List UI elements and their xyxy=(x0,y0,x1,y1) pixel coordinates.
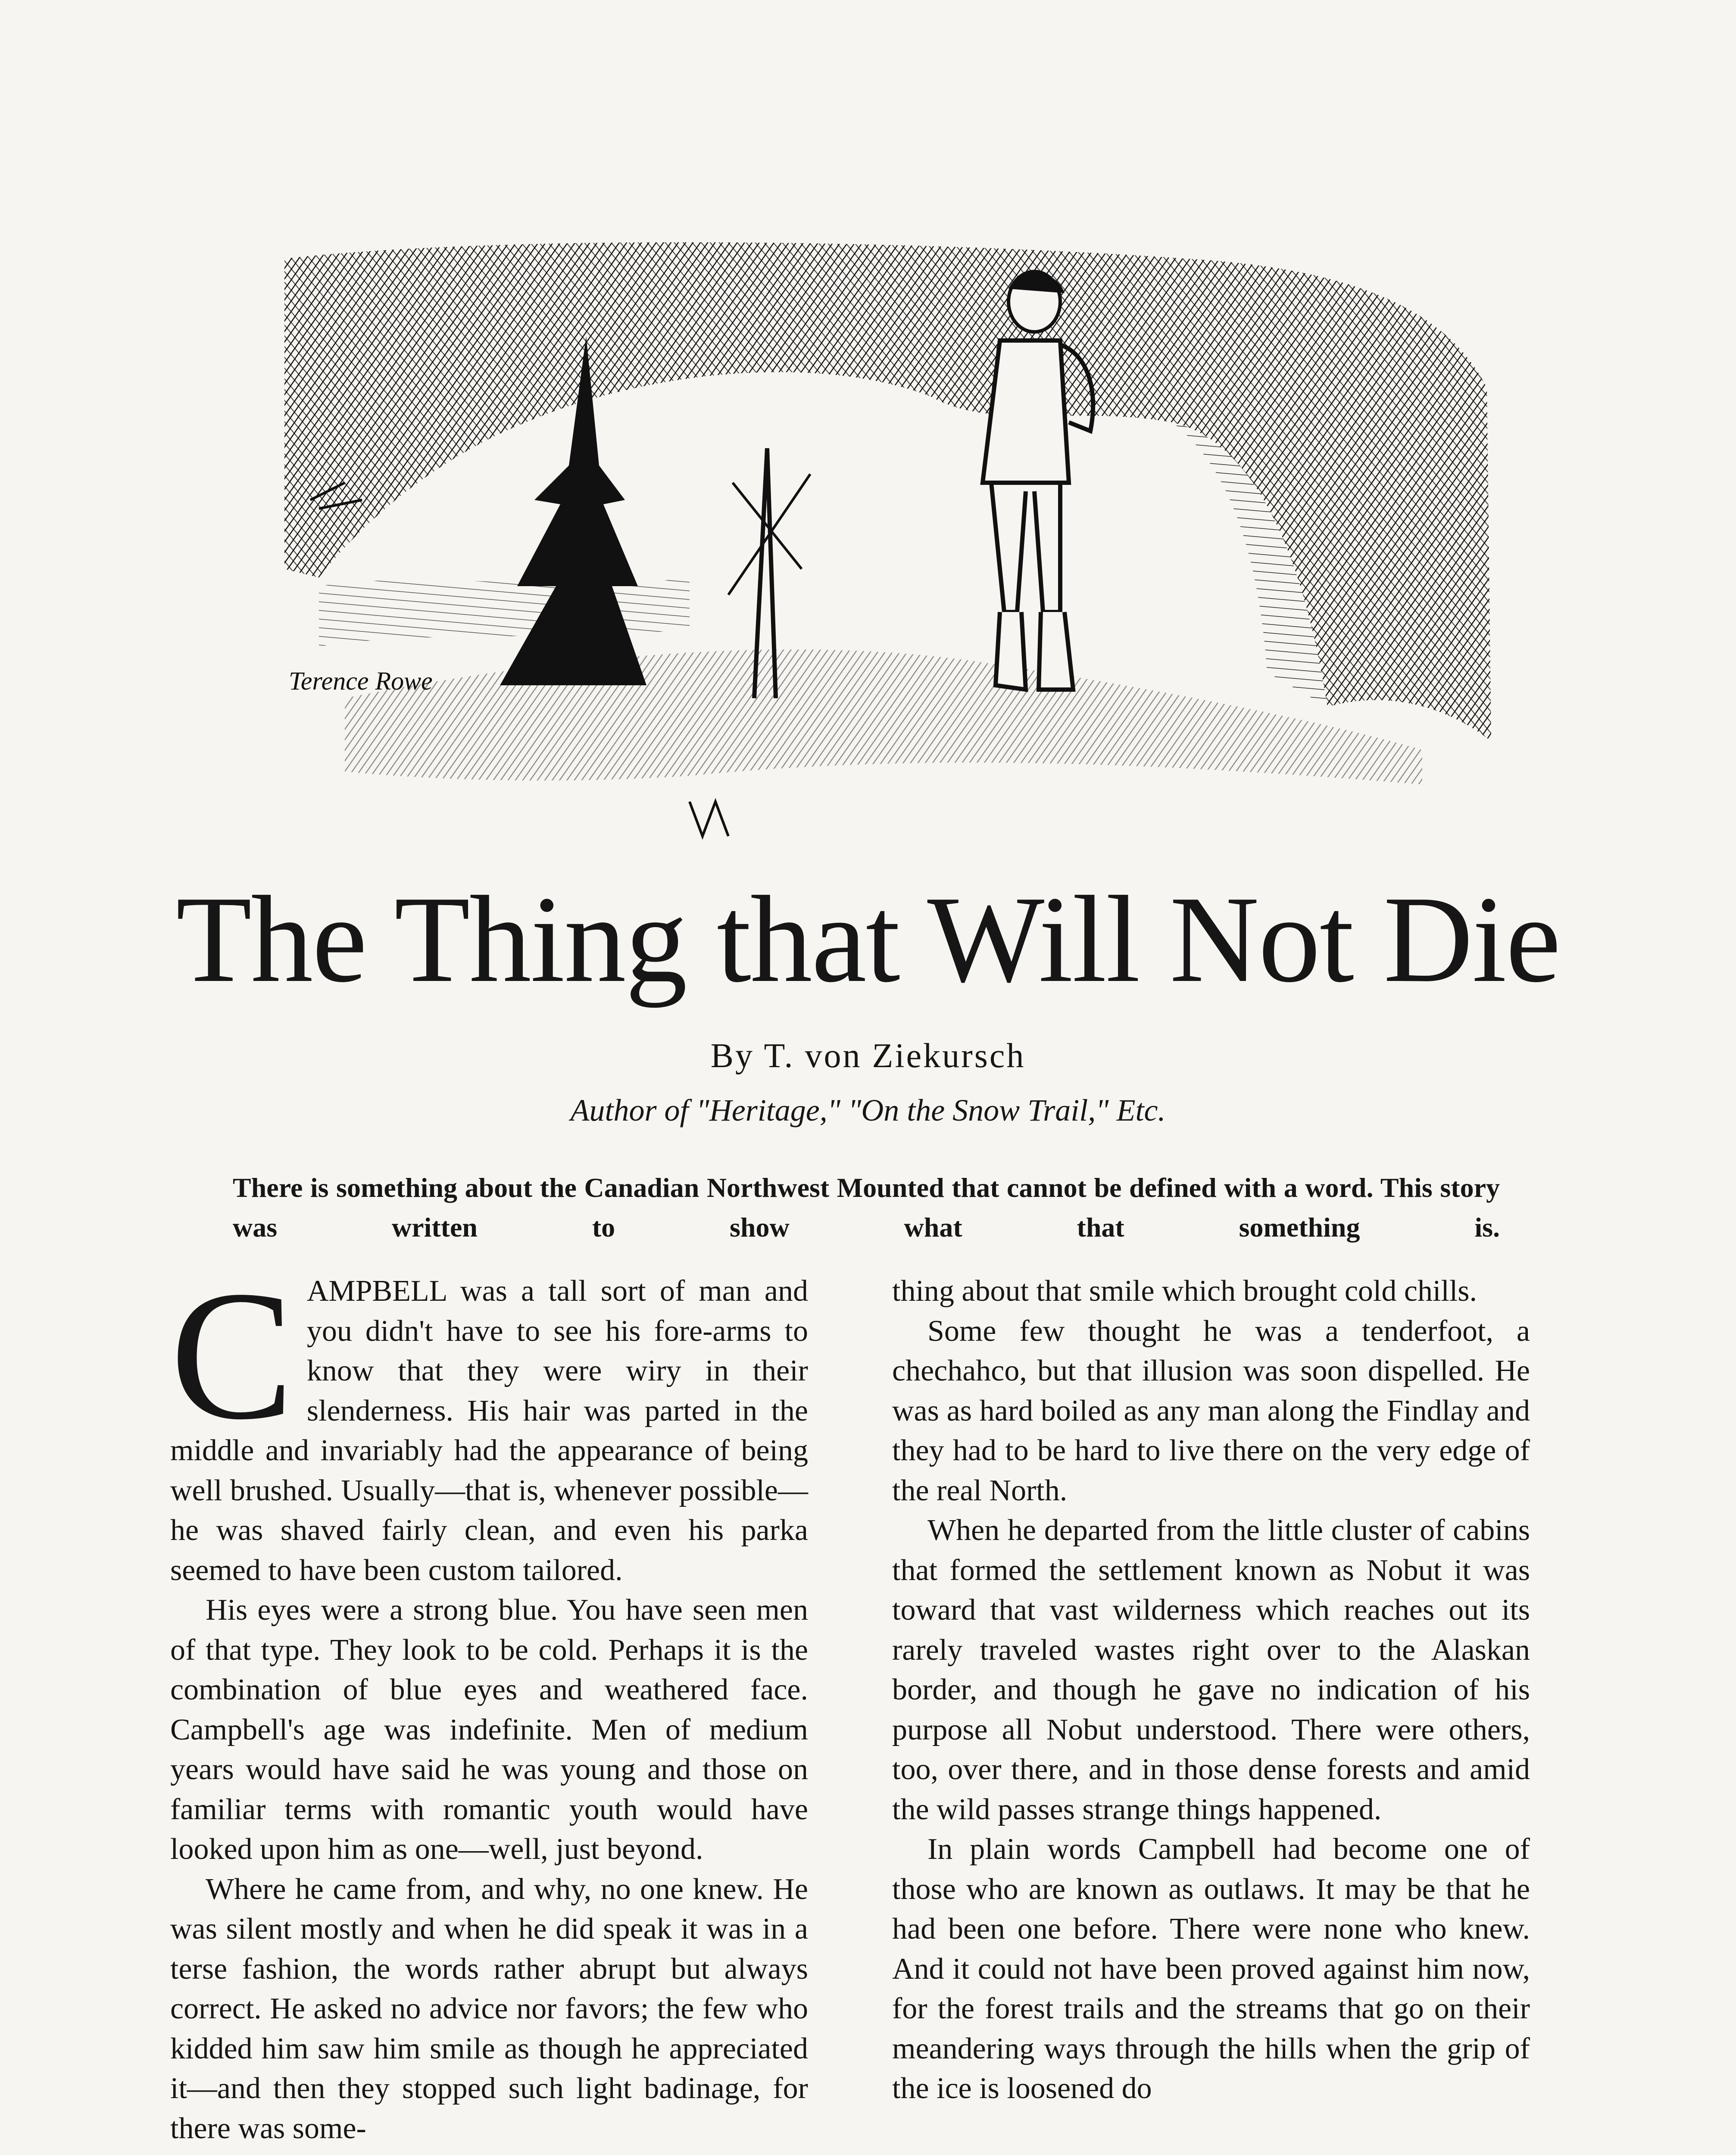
article-byline: By T. von Ziekursch xyxy=(710,1037,1026,1075)
text-column-right xyxy=(892,1271,1530,2109)
paragraph: thing about that smile which brought cold chills. xyxy=(892,1274,1477,1308)
artist-signature: Terence Rowe xyxy=(289,667,433,695)
drop-cap: C xyxy=(170,1253,294,1458)
paragraph: In plain words Campbell had become one of those who are known as outlaws. It may be that he had been one before. There were none who knew. And it could not have been proved against him now, for the forest trails and the streams that go on their meandering ways through the hills when the grip of the ice is loosened do xyxy=(892,1833,1530,2105)
paragraph-text: AMPBELL was a tall sort of man and you didn't have to see his fore-arms to know that they were wiry in their slenderness. His hair was parted in the middle and invariably had the appearance of being well brushed. Usually—that is, whenever possible—he was shaved fairly clean, and even his parka seemed to have been custom tailored. xyxy=(170,1274,808,1587)
article-intro: There is something about the Canadian Northwest Mounted that cannot be defined with a word. This story was written to show what that something is. xyxy=(233,1172,1500,1243)
author-credits: Author of "Heritage," "On the Snow Trail," Etc. xyxy=(570,1093,1166,1127)
snow-cave-drawing xyxy=(259,241,1508,853)
text-column-left xyxy=(170,1253,808,2149)
paragraph xyxy=(170,1253,808,1590)
paragraph: His eyes were a strong blue. You have seen men of that type. They look to be cold. Perhaps it is the combination of blue eyes and weathered face. Campbell's age was indefinite. Men of medium years would have said he was young and those on familiar terms with romantic youth would have looked upon him as one—well, just beyond. xyxy=(170,1593,808,1866)
paragraph: Where he came from, and why, no one knew. He was silent mostly and when he did speak it was in a terse fashion, the words rather abrupt but always correct. He asked no advice nor favors; the few who kidded him saw him smile as though he appreciated it—and then they stopped such light badinage, for there was some- xyxy=(170,1872,808,2145)
header-illustration xyxy=(259,241,1508,853)
paragraph: When he departed from the little cluster of cabins that formed the settlement known as Nobut it was toward that vast wilderness which reaches out its rarely traveled wastes right over to the Alaskan border, and though he gave no indication of his purpose all Nobut understood. There were others, too, over there, and in those dense forests and amid the wild passes strange things happened. xyxy=(892,1514,1530,1826)
article-title: The Thing that Will Not Die xyxy=(176,871,1560,1008)
paragraph: Some few thought he was a tenderfoot, a chechahco, but that illusion was soon dispelled. He was as hard boiled as any man along the Findlay and they had to be hard to live there on the very edge of the real North. xyxy=(892,1314,1530,1507)
